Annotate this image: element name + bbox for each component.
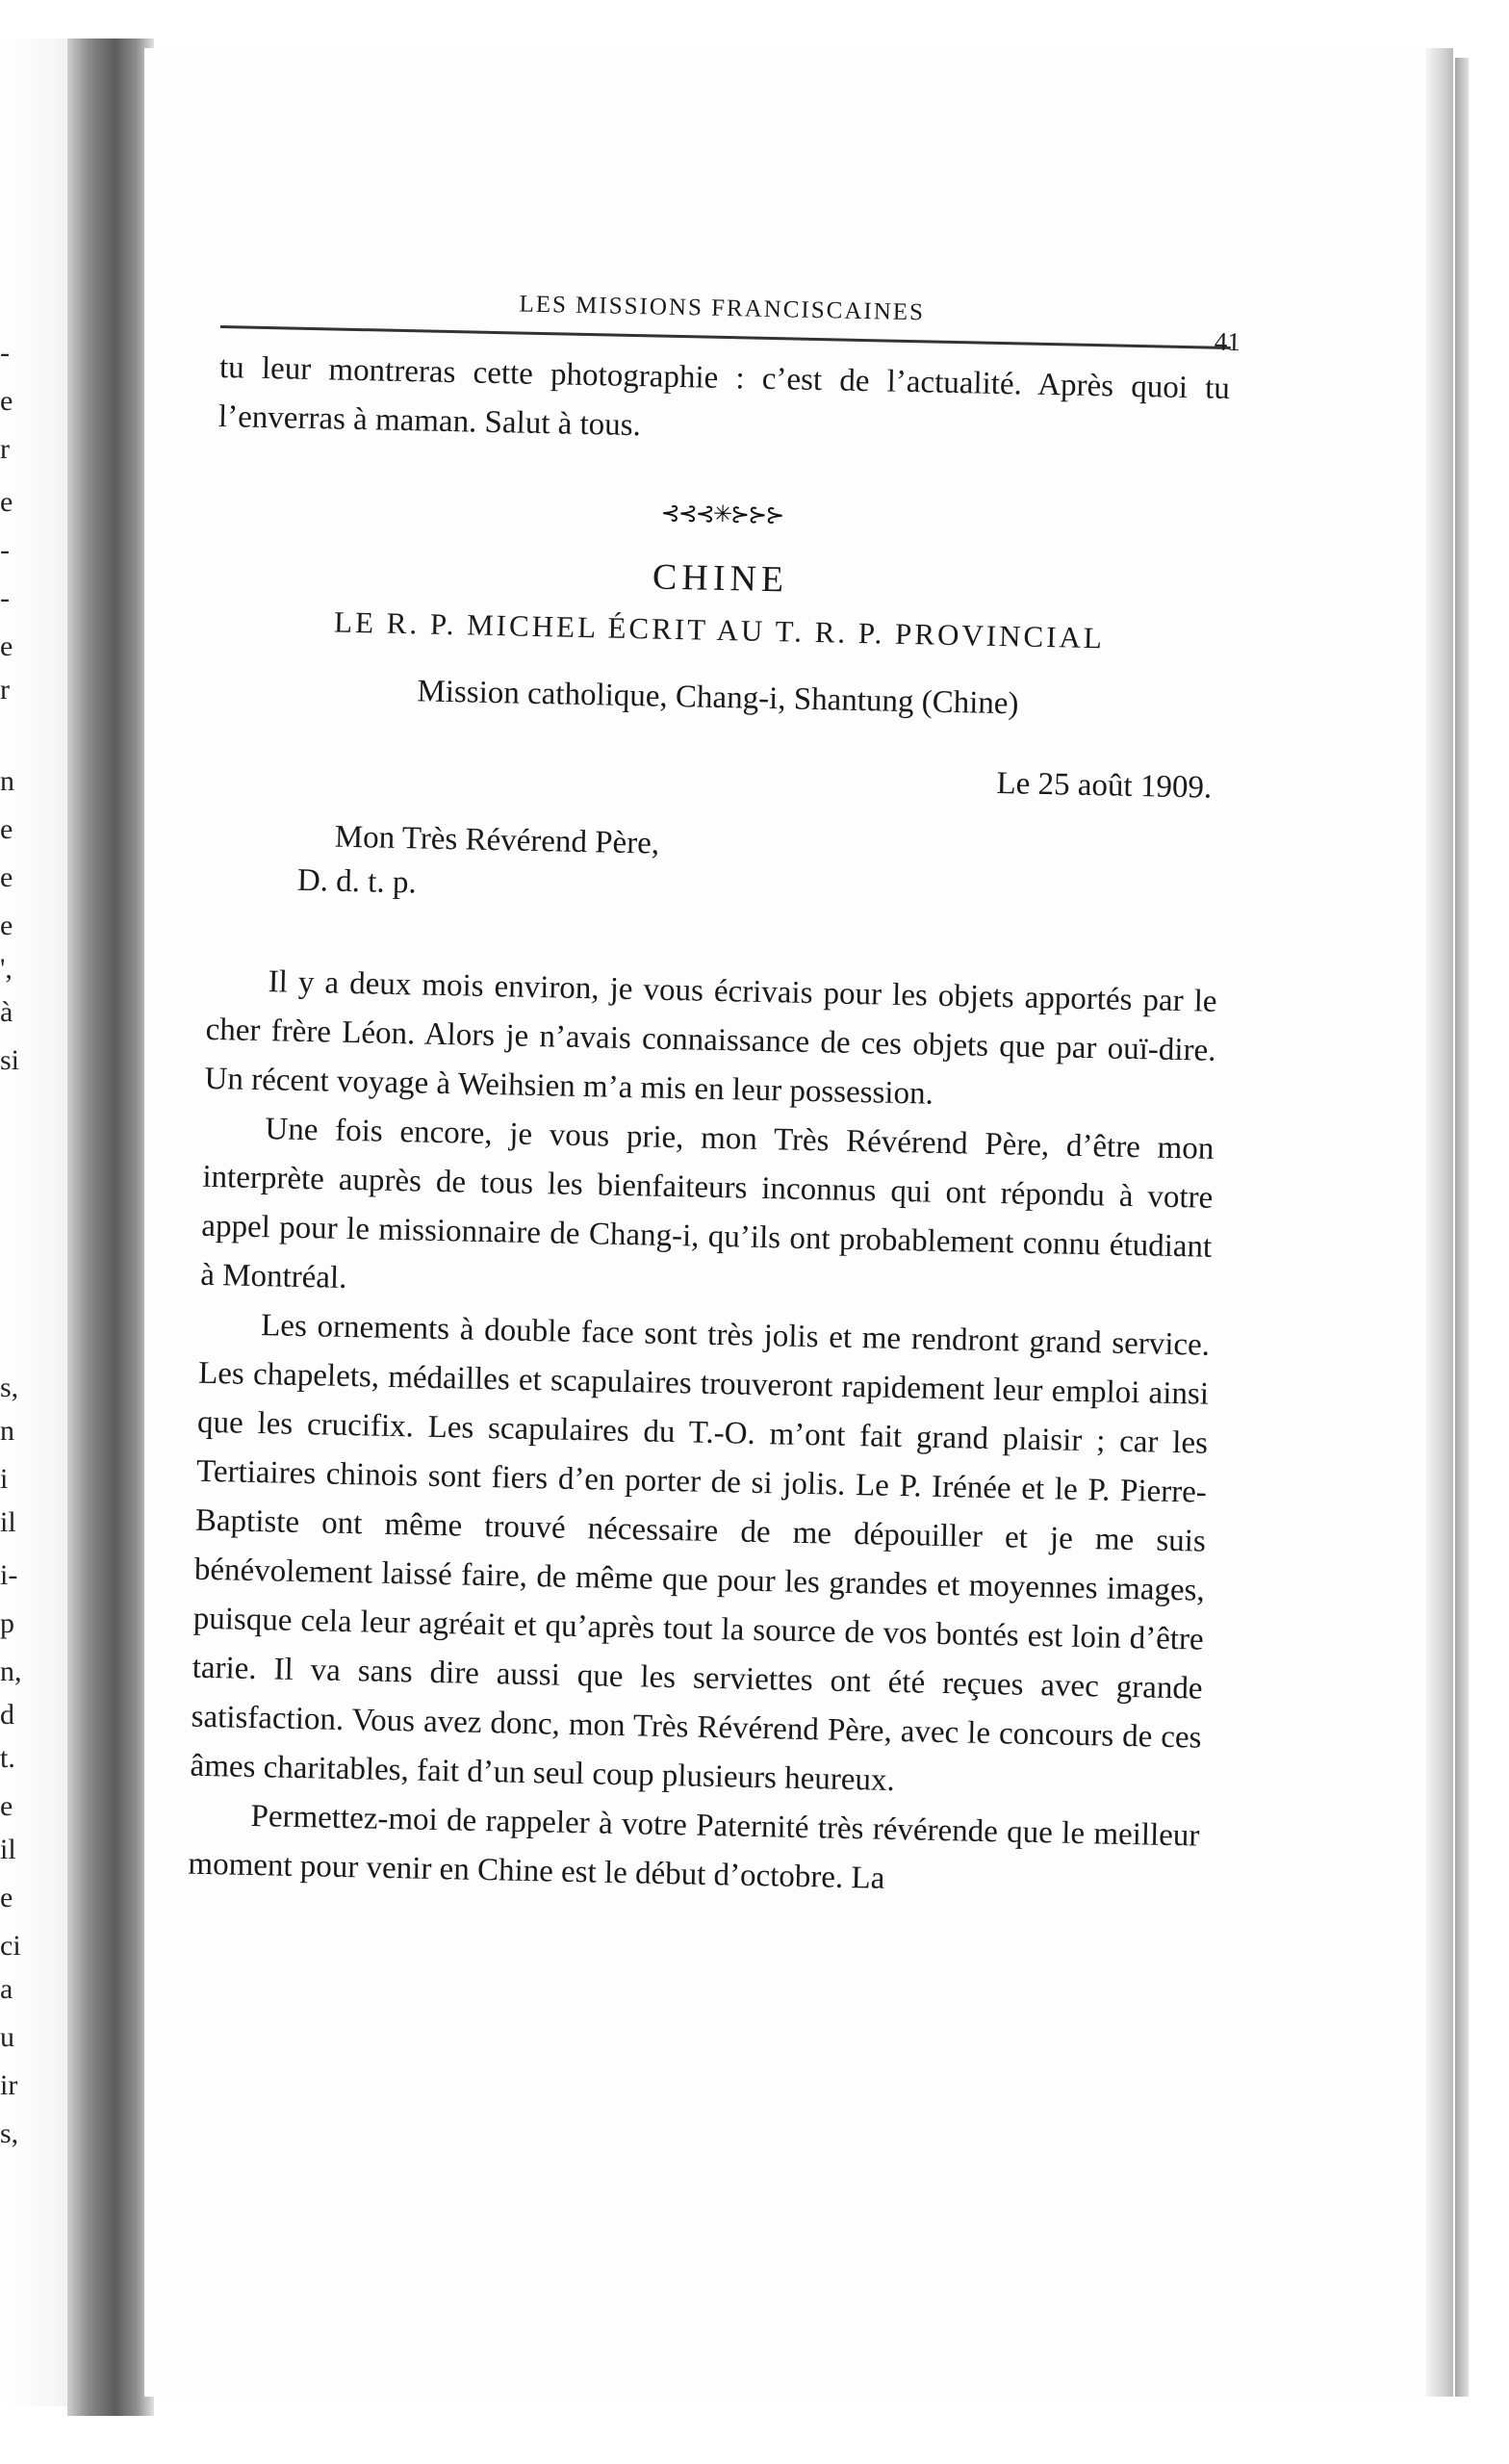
salutation-line-1: Mon Très Révérend Père, bbox=[334, 819, 660, 861]
previous-page-fragment: si bbox=[0, 1044, 20, 1076]
previous-page-fragment: ir bbox=[0, 2069, 18, 2101]
section-title: CHINE bbox=[652, 556, 789, 601]
previous-page-fragment: n, bbox=[0, 1656, 22, 1687]
page-edge-right bbox=[1455, 58, 1469, 2397]
previous-page-fragment: d bbox=[0, 1699, 14, 1731]
letter-salutation bbox=[208, 812, 1220, 922]
previous-page-fragment: a bbox=[0, 1973, 13, 2005]
body-paragraph-1: Il y a deux mois environ, je vous écrivais pour les objets apportés par le cher frère Léon. Alors je n’avais connaissance de ces objets que par ouï-dire. Un récent voyage à Weihsien m’a mis en leur possession. bbox=[204, 964, 1217, 1112]
previous-page-fragment: p bbox=[0, 1607, 14, 1639]
previous-page-fragment: e bbox=[0, 910, 13, 941]
previous-page-fragment: t. bbox=[0, 1742, 15, 1774]
previous-page-fragment: il bbox=[0, 1506, 16, 1538]
page-content bbox=[188, 279, 1241, 1911]
body-paragraph-3: Les ornements à double face sont très jolis et me rendront grand service. Les chapelets, médailles et scapulaires trouveront rapidement leur emploi ainsi que les crucifix. Les scapulaires du T.-O. m’ont fait grand plaisir ; car les Tertiaires chinois sont fiers d’en porter de si jolis. Le P. Irénée et le P. Pierre-Baptiste ont même trouvé nécessaire de me dépouiller et je me suis bénévolement laissé faire, de même que pour les grandes et moyennes images, puisque cela leur agréait et qu’après tout la source de vos bontés est loin d’être tarie. Il va sans dire aussi que les serviettes ont été reçues avec grande satisfaction. Vous avez donc, mon Très Révérend Père, avec le concours de ces âmes charitables, fait d’un seul coup plusieurs heureux. bbox=[190, 1308, 1211, 1798]
previous-page-fragment: n bbox=[0, 1415, 14, 1447]
previous-page-fragment: - bbox=[0, 337, 10, 369]
previous-page-fragment: ci bbox=[0, 1930, 21, 1962]
article-title: LE R. P. MICHEL ÉCRIT AU T. R. P. PROVINCIAL bbox=[333, 604, 1106, 655]
previous-page-fragment: e bbox=[0, 813, 13, 845]
previous-page-fragment: - bbox=[0, 582, 10, 614]
previous-page-fragment: e bbox=[0, 385, 13, 417]
page-number: 41 bbox=[1214, 326, 1241, 357]
letter-date: Le 25 août 1909. bbox=[996, 765, 1213, 806]
previous-page-fragment: e bbox=[0, 1882, 13, 1913]
previous-page-fragment: i- bbox=[0, 1559, 18, 1591]
previous-page-fragment: e bbox=[0, 861, 13, 893]
previous-page-fragment: r bbox=[0, 674, 10, 706]
previous-page-fragment: ', bbox=[0, 953, 13, 985]
previous-page-fragment: r bbox=[0, 433, 10, 465]
previous-page-fragment: s, bbox=[0, 1372, 19, 1403]
previous-page-fragment: s, bbox=[0, 2118, 19, 2149]
book-binding-shadow bbox=[67, 38, 154, 2416]
running-title: LES MISSIONS FRANCISCAINES bbox=[519, 291, 926, 326]
previous-page-fragment: à bbox=[0, 996, 13, 1028]
ornament-divider: ⊰⊰⊰✳⊱⊱⊱ bbox=[660, 500, 783, 529]
letter-place: Mission catholique, Chang-i, Shantung (Chine) bbox=[417, 674, 1019, 722]
previous-page-fragment: e bbox=[0, 630, 13, 662]
previous-page-fragment: i bbox=[0, 1463, 9, 1495]
previous-page-fragment: n bbox=[0, 765, 14, 797]
body-paragraph-4: Permettez-moi de rappeler à votre Paternité très révérende que le meilleur moment pour venir en Chine est le début d’octobre. La bbox=[188, 1798, 1200, 1896]
previous-page-fragment: u bbox=[0, 2021, 14, 2053]
previous-page-fragment: e bbox=[0, 486, 13, 518]
previous-page-fragment: il bbox=[0, 1834, 16, 1865]
previous-page-fragment: e bbox=[0, 1790, 13, 1822]
body-paragraph-2: Une fois encore, je vous prie, mon Très Révérend Père, d’être mon interprète auprès de tous les bienfaiteurs inconnus qui ont répondu à votre appel pour le missionnaire de Chang-i, qu’ils ont probablement connu étudiant à Montréal. bbox=[199, 1112, 1215, 1296]
opening-paragraph: tu leur montreras cette photographie : c’est de l’actualité. Après quoi tu l’enverras à maman. Salut à tous. bbox=[217, 349, 1231, 444]
page-right-shade bbox=[1426, 48, 1453, 2397]
salutation-line-2: D. d. t. p. bbox=[296, 862, 418, 901]
previous-page-fragment: - bbox=[0, 534, 10, 566]
